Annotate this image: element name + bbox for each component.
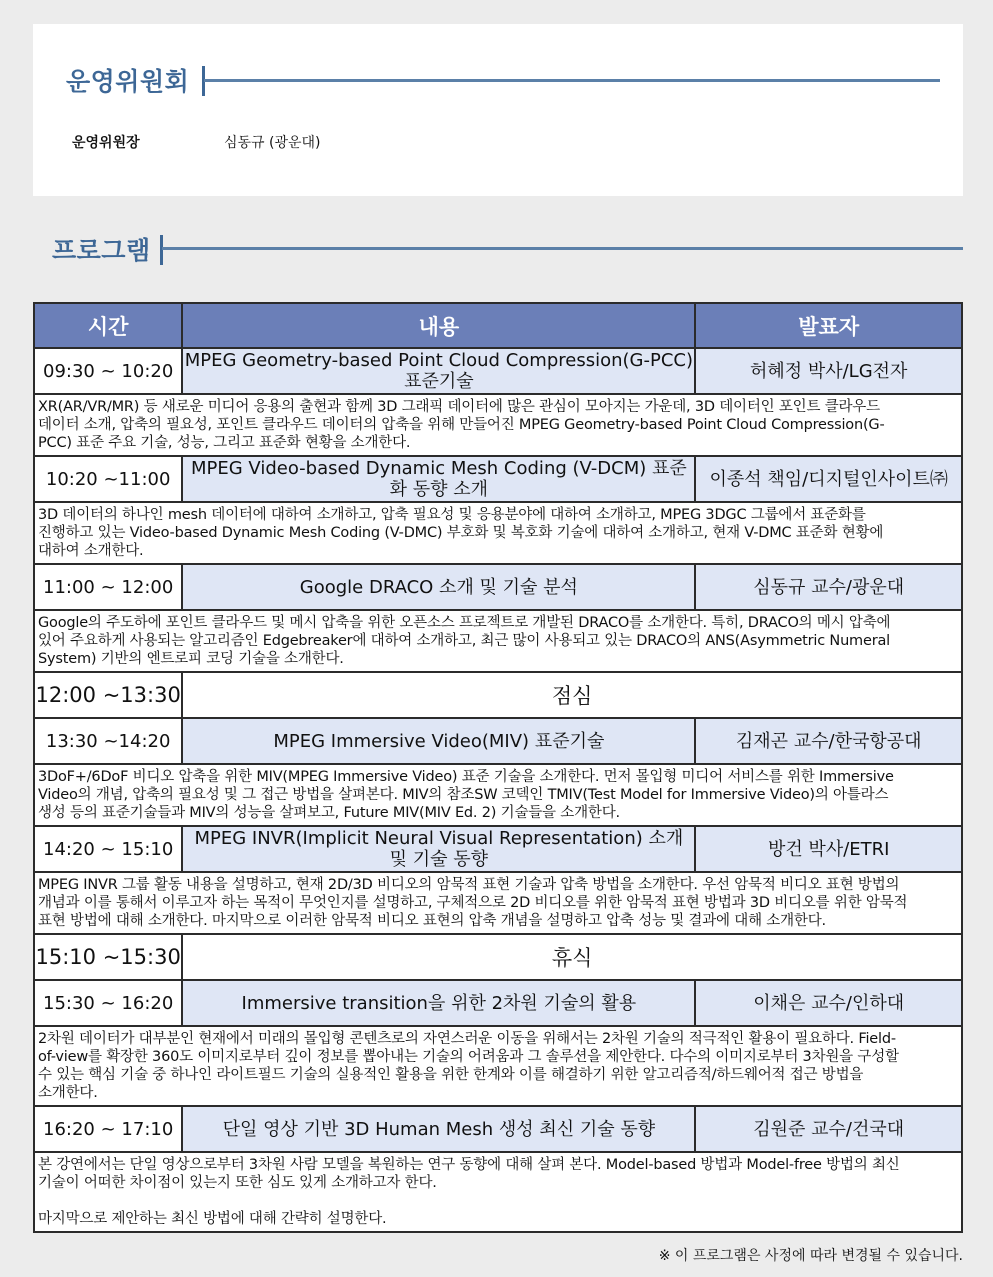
committee-title: 운영위원회: [66, 67, 190, 96]
session-description: [34, 1026, 962, 1106]
session-time: 16:20 ~ 17:10: [34, 1106, 182, 1152]
session-speaker: 김재곤 교수/한국항공대: [695, 718, 962, 764]
session-description: [34, 872, 962, 934]
description-line: 진행하고 있는 Video-based Dynamic Mesh Coding (V-DMC) 부호화 및 복호화 기술에 대하여 소개하고, 현재 V-DMC 표준화 현황에: [38, 525, 884, 541]
description-line: MPEG INVR 그룹 활동 내용을 설명하고, 현재 2D/3D 비디오의 암묵적 표현 기술과 압축 방법을 소개한다. 우선 암묵적 비디오 표현 방법의: [38, 877, 900, 893]
committee-chair-row: [72, 132, 321, 152]
session-title: MPEG Immersive Video(MIV) 표준기술: [182, 718, 695, 764]
break-label: 점심: [182, 672, 962, 718]
lunch-break-row: [34, 672, 962, 718]
header-time: 시간: [34, 303, 182, 348]
description-line: 본 강연에서는 단일 영상으로부터 3차원 사람 모델을 복원하는 연구 동향에 대해 살펴 본다. Model-based 방법과 Model-free 방법의 최신: [38, 1157, 900, 1173]
session-description: [34, 1152, 962, 1232]
description-line: 3D 데이터의 하나인 mesh 데이터에 대하여 소개하고, 압축 필요성 및 응용분야에 대하여 소개하고, MPEG 3DGC 그룹에서 표준화를: [38, 507, 866, 523]
session-row: [34, 980, 962, 1026]
session-title: MPEG Video-based Dynamic Mesh Coding (V-DCM) 표준화 동향 소개: [182, 456, 695, 502]
program-title-bar: [160, 235, 163, 265]
header-speaker: 발표자: [695, 303, 962, 348]
description-line: 데이터 소개, 압축의 필요성, 포인트 클라우드 데이터의 압축을 위해 만들어진 MPEG Geometry-based Point Cloud Compression(G-: [38, 417, 885, 433]
committee-title-rule: [204, 79, 940, 82]
session-description-row: [34, 872, 962, 934]
description-line: 3DoF+/6DoF 비디오 압축을 위한 MIV(MPEG Immersive Video) 표준 기술을 소개한다. 먼저 몰입형 미디어 서비스를 위한 Immersive: [38, 769, 894, 785]
session-row: [34, 348, 962, 394]
description-line: Google의 주도하에 포인트 클라우드 및 메시 압축을 위한 오픈소스 프로젝트로 개발된 DRACO를 소개한다. 특히, DRACO의 메시 압축에: [38, 615, 891, 631]
description-line: 개념과 이를 통해서 이루고자 하는 목적이 무엇인지를 설명하고, 구체적으로 2D 비디오를 위한 암묵적 표현 방법과 3D 비디오를 위한 암묵적: [38, 895, 908, 911]
description-spacer: [38, 1192, 957, 1210]
session-description-row: [34, 610, 962, 672]
description-line: 기술이 어떠한 차이점이 있는지 또한 심도 있게 소개하고자 한다.: [38, 1175, 437, 1191]
session-row: [34, 564, 962, 610]
description-line: 마지막으로 제안하는 최신 방법에 대해 간략히 설명한다.: [38, 1211, 387, 1227]
chair-name: 심동규 (광운대): [224, 135, 321, 151]
session-title: Immersive transition을 위한 2차원 기술의 활용: [182, 980, 695, 1026]
description-line: of-view를 확장한 360도 이미지로부터 깊이 정보를 뽑아내는 기술의 어려움과 그 솔루션을 제안한다. 다수의 이미지로부터 3차원을 구성할: [38, 1049, 899, 1065]
session-description-row: [34, 394, 962, 456]
rest-break-row: [34, 934, 962, 980]
session-row: [34, 1106, 962, 1152]
break-time: 15:10 ~15:30: [34, 934, 182, 980]
session-row: [34, 718, 962, 764]
session-title: MPEG INVR(Implicit Neural Visual Representation) 소개 및 기술 동향: [182, 826, 695, 872]
table-header-row: [34, 303, 962, 348]
session-row: [34, 456, 962, 502]
description-line: 2차원 데이터가 대부분인 현재에서 미래의 몰입형 콘텐츠로의 자연스러운 이동을 위해서는 2차원 기술의 적극적인 활용이 필요하다. Field-: [38, 1031, 896, 1047]
session-row: [34, 826, 962, 872]
session-speaker: 이채은 교수/인하대: [695, 980, 962, 1026]
description-line: Video의 개념, 압축의 필요성 및 그 접근 방법을 살펴본다. MIV의 참조SW 코덱인 TMIV(Test Model for Immersive Video)의 아틀라스: [38, 787, 889, 803]
description-line: XR(AR/VR/MR) 등 새로운 미디어 응용의 출현과 함께 3D 그래픽 데이터에 많은 관심이 모아지는 가운데, 3D 데이터인 포인트 클라우드: [38, 399, 880, 415]
description-line: 표현 방법에 대해 소개한다. 마지막으로 이러한 암묵적 비디오 표현의 압축 개념을 설명하고 압축 성능 및 결과에 대해 소개한다.: [38, 913, 826, 929]
program-title-rule: [162, 247, 963, 250]
session-description: [34, 764, 962, 826]
description-line: 있어 주요하게 사용되는 알고리즘인 Edgebreaker에 대하여 소개하고, 최근 많이 사용되고 있는 DRACO의 ANS(Asymmetric Numeral: [38, 633, 890, 649]
session-time: 15:30 ~ 16:20: [34, 980, 182, 1026]
session-speaker: 허혜정 박사/LG전자: [695, 348, 962, 394]
chair-role-label: 운영위원장: [72, 135, 140, 151]
session-time: 14:20 ~ 15:10: [34, 826, 182, 872]
description-line: 소개한다.: [38, 1085, 98, 1101]
session-title: Google DRACO 소개 및 기술 분석: [182, 564, 695, 610]
program-title: 프로그램: [52, 236, 151, 265]
session-speaker: 심동규 교수/광운대: [695, 564, 962, 610]
description-line: 대하여 소개한다.: [38, 543, 144, 559]
description-line: 수 있는 핵심 기술 중 하나인 라이트필드 기술의 실용적인 활용을 위한 한계와 이를 해결하기 위한 알고리즘적/하드웨어적 접근 방법을: [38, 1067, 864, 1083]
committee-section: [33, 24, 963, 196]
session-title: 단일 영상 기반 3D Human Mesh 생성 최신 기술 동향: [182, 1106, 695, 1152]
session-speaker: 이종석 책임/디지털인사이트㈜: [695, 456, 962, 502]
session-time: 13:30 ~14:20: [34, 718, 182, 764]
break-label: 휴식: [182, 934, 962, 980]
session-description-row: [34, 1026, 962, 1106]
program-change-notice: ※ 이 프로그램은 사정에 따라 변경될 수 있습니다.: [658, 1248, 963, 1264]
description-line: PCC) 표준 주요 기술, 성능, 그리고 표준화 현황을 소개한다.: [38, 435, 411, 451]
description-line: 생성 등의 표준기술들과 MIV의 성능을 살펴보고, Future MIV(MIV Ed. 2) 기술들을 소개한다.: [38, 805, 620, 821]
program-table: [33, 302, 963, 1233]
session-description: [34, 502, 962, 564]
break-time: 12:00 ~13:30: [34, 672, 182, 718]
session-time: 10:20 ~11:00: [34, 456, 182, 502]
session-description: [34, 394, 962, 456]
session-description-row: [34, 502, 962, 564]
session-speaker: 김원준 교수/건국대: [695, 1106, 962, 1152]
session-speaker: 방건 박사/ETRI: [695, 826, 962, 872]
session-time: 11:00 ~ 12:00: [34, 564, 182, 610]
description-line: System) 기반의 엔트로피 코딩 기술을 소개한다.: [38, 651, 344, 667]
session-time: 09:30 ~ 10:20: [34, 348, 182, 394]
header-content: 내용: [182, 303, 695, 348]
session-description-row: [34, 764, 962, 826]
session-description: [34, 610, 962, 672]
session-title: MPEG Geometry-based Point Cloud Compression(G-PCC) 표준기술: [182, 348, 695, 394]
session-description-row: [34, 1152, 962, 1232]
